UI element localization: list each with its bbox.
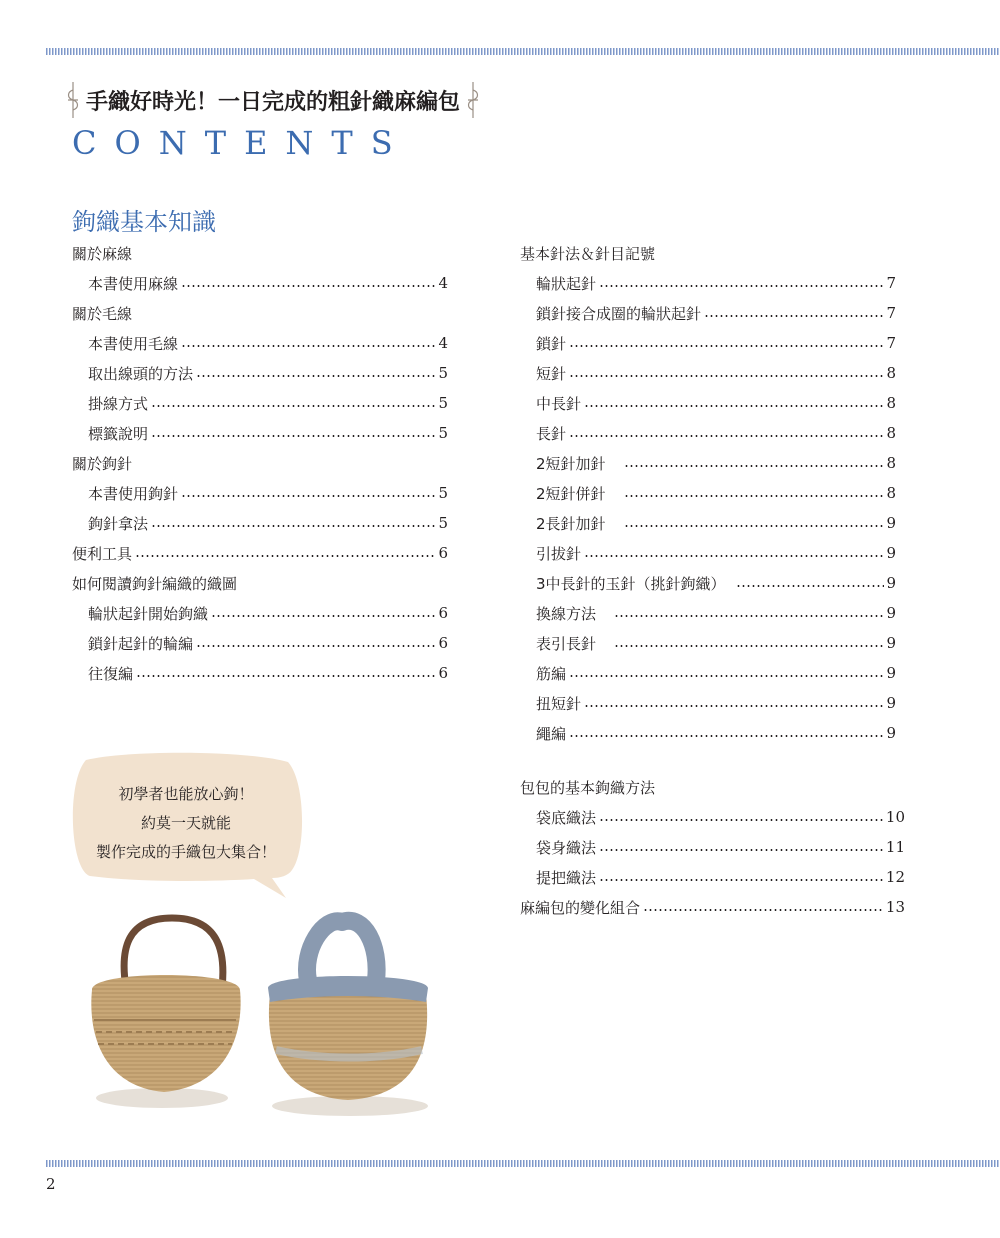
- toc-right-bag-section: [520, 772, 905, 922]
- toc-page-number: 5: [438, 514, 448, 532]
- toc-page-number: 8: [886, 424, 896, 442]
- toc-dot-leader: [569, 435, 884, 437]
- toc-entry-label: 便利工具: [72, 544, 133, 563]
- toc-page-number: 8: [886, 454, 896, 472]
- toc-page-number: 7: [886, 304, 896, 322]
- toc-dot-leader: [181, 285, 436, 287]
- toc-entry-label: 取出線頭的方法: [88, 364, 194, 383]
- bubble-line-2: 約莫一天就能: [140, 814, 231, 832]
- toc-dot-leader: [624, 525, 885, 527]
- toc-page-number: 9: [886, 664, 896, 682]
- toc-dot-leader: [569, 675, 884, 677]
- toc-entry-label: 麻編包的變化組合: [520, 898, 641, 917]
- toc-entry: [520, 298, 896, 328]
- toc-page-number: 6: [438, 664, 448, 682]
- toc-section-header: [520, 238, 896, 268]
- bubble-line-1: 初學者也能放心鉤！: [118, 785, 254, 803]
- toc-section-header: [72, 298, 448, 328]
- toc-entry-label: 標籤說明: [88, 424, 149, 443]
- toc-page-number: 9: [886, 514, 896, 532]
- toc-dot-leader: [196, 645, 436, 647]
- toc-entry-label: 中長針: [536, 394, 582, 413]
- toc-page-number: 5: [438, 364, 448, 382]
- toc-entry-label: 鉤針拿法: [88, 514, 149, 533]
- toc-entry-label: 引拔針: [536, 544, 582, 563]
- toc-page-number: 6: [438, 604, 448, 622]
- toc-dot-leader: [569, 735, 884, 737]
- toc-dot-leader: [624, 465, 885, 467]
- toc-dot-leader: [736, 585, 884, 587]
- toc-dot-leader: [584, 555, 884, 557]
- toc-left-column: [72, 238, 448, 688]
- toc-entry-label: 長針: [536, 424, 567, 443]
- toc-page-number: 9: [886, 604, 896, 622]
- toc-dot-leader: [135, 555, 436, 557]
- toc-entry: [520, 418, 896, 448]
- toc-dot-leader: [643, 909, 884, 911]
- toc-entry-label: 輪狀起針: [536, 274, 597, 293]
- toc-page-number: 4: [438, 334, 448, 352]
- toc-dot-leader: [151, 435, 436, 437]
- toc-page-number: 5: [438, 484, 448, 502]
- toc-entry-label: 表引長針: [536, 634, 612, 653]
- speech-bubble: [66, 752, 306, 882]
- toc-entry-label: 筋編: [536, 664, 567, 683]
- toc-entry-label: 2短針併針: [536, 484, 621, 503]
- toc-entry: [72, 658, 448, 688]
- toc-entry: [520, 448, 896, 478]
- toc-entry-label: 鎖針起針的輪編: [88, 634, 194, 653]
- toc-entry-label: 提把織法: [536, 868, 597, 887]
- toc-entry: [520, 832, 905, 862]
- toc-entry-label: 關於麻線: [72, 244, 133, 263]
- toc-dot-leader: [704, 315, 884, 317]
- toc-entry: [520, 658, 896, 688]
- toc-dot-leader: [151, 525, 436, 527]
- toc-entry: [520, 568, 896, 598]
- toc-entry-label: 換線方法: [536, 604, 612, 623]
- toc-entry-label: 短針: [536, 364, 567, 383]
- top-rule: [46, 48, 1000, 55]
- contents-heading: CONTENTS: [72, 124, 411, 162]
- toc-entry: [72, 328, 448, 358]
- toc-entry: [72, 538, 448, 568]
- toc-entry: [72, 268, 448, 298]
- toc-page-number: 7: [886, 274, 896, 292]
- toc-dot-leader: [196, 375, 436, 377]
- bubble-line-3: 製作完成的手織包大集合！: [95, 843, 276, 861]
- toc-dot-leader: [211, 615, 436, 617]
- toc-entry-label: 扭短針: [536, 694, 582, 713]
- toc-page-number: 8: [886, 394, 896, 412]
- toc-section-header: [72, 238, 448, 268]
- toc-page-number: 5: [438, 424, 448, 442]
- toc-entry-label: 3中長針的玉針（挑針鉤織）: [536, 574, 734, 593]
- toc-entry-label: 往復編: [88, 664, 134, 683]
- toc-entry: [72, 628, 448, 658]
- toc-page-number: 4: [438, 274, 448, 292]
- toc-page-number: 5: [438, 394, 448, 412]
- toc-entry: [520, 538, 896, 568]
- toc-dot-leader: [569, 345, 884, 347]
- toc-entry: [520, 718, 896, 748]
- toc-entry-label: 輪狀起針開始鉤織: [88, 604, 209, 623]
- toc-page-number: 9: [886, 544, 896, 562]
- toc-entry: [520, 802, 905, 832]
- toc-page-number: 6: [438, 634, 448, 652]
- toc-dot-leader: [599, 285, 884, 287]
- toc-entry-label: 袋身織法: [536, 838, 597, 857]
- toc-section-header: [520, 772, 905, 802]
- toc-entry-label: 基本針法＆針目記號: [520, 244, 656, 263]
- toc-dot-leader: [599, 819, 884, 821]
- toc-dot-leader: [599, 879, 884, 881]
- toc-entry-label: 本書使用毛線: [88, 334, 179, 353]
- toc-page-number: 9: [886, 724, 896, 742]
- toc-entry: [72, 478, 448, 508]
- toc-page-number: 9: [886, 694, 896, 712]
- toc-page-number: 13: [885, 898, 905, 916]
- toc-page-number: 11: [885, 838, 905, 856]
- toc-dot-leader: [584, 405, 884, 407]
- toc-dot-leader: [624, 495, 885, 497]
- toc-dot-leader: [181, 345, 436, 347]
- toc-entry-label: 如何閱讀鉤針編織的織圖: [72, 574, 238, 593]
- page-number: 2: [46, 1175, 56, 1193]
- toc-dot-leader: [151, 405, 436, 407]
- toc-entry-label: 本書使用鉤針: [88, 484, 179, 503]
- toc-page-number: 10: [885, 808, 905, 826]
- toc-entry: [520, 328, 896, 358]
- toc-entry-label: 2短針加針: [536, 454, 621, 473]
- toc-entry-label: 袋底織法: [536, 808, 597, 827]
- section-title: 鉤織基本知識: [72, 208, 216, 236]
- toc-right-column: [520, 238, 896, 748]
- toc-page-number: 8: [886, 484, 896, 502]
- toc-entry: [520, 478, 896, 508]
- toc-entry: [520, 388, 896, 418]
- ornament-left-icon: [64, 78, 82, 122]
- toc-dot-leader: [614, 645, 884, 647]
- toc-entry: [72, 598, 448, 628]
- toc-entry: [520, 508, 896, 538]
- toc-entry-label: 2長針加針: [536, 514, 621, 533]
- toc-entry-label: 關於鉤針: [72, 454, 133, 473]
- bottom-rule: [46, 1160, 1000, 1167]
- book-title-text: 手織好時光！一日完成的粗針織麻編包: [86, 88, 461, 115]
- toc-page-number: 6: [438, 544, 448, 562]
- toc-section-header: [72, 568, 448, 598]
- toc-entry: [72, 388, 448, 418]
- toc-dot-leader: [614, 615, 884, 617]
- toc-dot-leader: [181, 495, 436, 497]
- toc-entry-label: 繩編: [536, 724, 567, 743]
- toc-entry: [72, 418, 448, 448]
- toc-entry-label: 包包的基本鉤織方法: [520, 778, 656, 797]
- toc-entry: [520, 862, 905, 892]
- toc-dot-leader: [569, 375, 884, 377]
- toc-dot-leader: [584, 705, 884, 707]
- toc-entry: [520, 688, 896, 718]
- toc-entry: [520, 598, 896, 628]
- toc-entry: [520, 628, 896, 658]
- toc-entry-label: 鎖針接合成圈的輪狀起針: [536, 304, 702, 323]
- toc-entry-label: 關於毛線: [72, 304, 133, 323]
- book-title: [64, 78, 482, 122]
- toc-page-number: 12: [885, 868, 905, 886]
- toc-entry-label: 鎖針: [536, 334, 567, 353]
- toc-entry: [72, 508, 448, 538]
- toc-entry-label: 掛線方式: [88, 394, 149, 413]
- toc-dot-leader: [136, 675, 436, 677]
- toc-dot-leader: [599, 849, 884, 851]
- crochet-bags-photo: [80, 910, 450, 1130]
- toc-entry: [520, 892, 905, 922]
- toc-entry: [520, 358, 896, 388]
- toc-page-number: 7: [886, 334, 896, 352]
- toc-entry: [520, 268, 896, 298]
- toc-page-number: 9: [886, 574, 896, 592]
- toc-page-number: 9: [886, 634, 896, 652]
- toc-page-number: 8: [886, 364, 896, 382]
- ornament-right-icon: [464, 78, 482, 122]
- toc-entry-label: 本書使用麻線: [88, 274, 179, 293]
- toc-section-header: [72, 448, 448, 478]
- toc-entry: [72, 358, 448, 388]
